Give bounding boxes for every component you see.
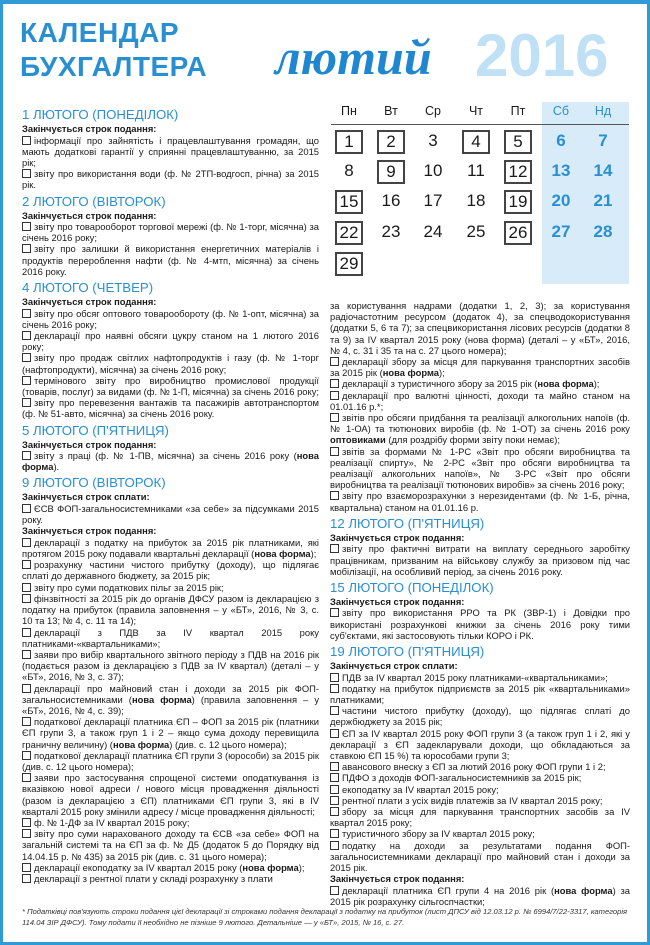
list-item: [22, 375, 319, 397]
checkbox[interactable]: [330, 706, 339, 715]
item-text: звіту про залишки й використання енергетичних матеріалів і продуктів перероблення нафти (ф. № 4-мтп, місячна) за січень 2016 року.: [22, 243, 319, 277]
date-heading: 12 ЛЮТОГО (П'ЯТНИЦЯ): [330, 515, 485, 531]
list-item: [330, 607, 630, 641]
item-text: звіту про обсяг оптового товарообороту (ф. № 1-опт, місячна) за січень 2016 року;: [22, 307, 319, 330]
item-text: податку на доходи за результатами подання ФОП-загальносистемниками декларації про майновий стан і доходи за 2015 рік.: [330, 839, 630, 874]
list-item: [22, 593, 319, 627]
date-heading: 1 ЛЮТОГО (ПОНЕДІЛОК): [22, 107, 179, 122]
right-column: [330, 300, 630, 907]
month-title: лютий: [275, 29, 432, 85]
new-form-label: нова форма: [242, 861, 299, 873]
list-item: [22, 397, 319, 419]
checkbox[interactable]: [22, 650, 31, 659]
item-text: звіту про використання води (ф. № 2ТП-водгосп, річна) за 2015 рік.: [22, 168, 319, 191]
list-item: [22, 750, 319, 772]
checkbox[interactable]: [330, 491, 339, 500]
frame-top: [0, 0, 650, 4]
calendar-day: 16: [381, 191, 401, 210]
deadline-subheading: Закінчується строк подання:: [22, 209, 157, 221]
checkbox[interactable]: [22, 628, 31, 637]
item-text: ПДФО з доходів ФОП-загальносистемників за 2015 рік;: [342, 772, 582, 784]
deadline-subheading: Закінчується строк подання:: [22, 123, 157, 134]
weekday-fri: Пт: [510, 104, 526, 118]
item-text: звіту з праці (ф. № 1-ПВ, місячна) за січень 2016 року (: [34, 450, 297, 462]
checkbox[interactable]: [330, 673, 339, 682]
weekday-wed: Ср: [425, 104, 441, 118]
weekday-sun: Нд: [594, 104, 612, 118]
checkbox[interactable]: [22, 309, 31, 318]
item-text: ) (правила заповнення – у «БТ», 2016, № 4, с. 39);: [22, 693, 320, 716]
list-item: [22, 862, 319, 873]
item-text: ЄП за IV квартал 2015 року ФОП групи 3 (а також груп 1 і 2, які у декларації з ЄП задекларували доходи, що обкладаються за ставкою ЄП 15 %) та юрособами групи 3;: [330, 727, 630, 761]
payment-subheading: Закінчується строк сплати:: [22, 491, 150, 503]
item-text: фінзвітності за 2015 рік до органів ДФСУ разом із декларацією з податку на прибуток (правила заповнення – у «БТ», 2016, № 3, с. 10 та 13; № 4, с. 11 та 14);: [22, 592, 319, 627]
list-item: [330, 795, 630, 806]
checkbox[interactable]: [22, 773, 31, 782]
title-line-1: КАЛЕНДАР: [20, 17, 180, 48]
date-heading: 19 ЛЮТОГО (П'ЯТНИЦЯ): [330, 644, 485, 660]
item-text: туристичного збору за IV квартал 2015 року;: [342, 828, 535, 840]
new-form-label: нова форма: [254, 548, 311, 560]
list-item: [22, 582, 319, 593]
item-text: звіту про фактичні витрати на виплату середнього заробітку працівникам, призваним на військову службу за призовом під час мобілізації, на особливий період, за січень 2016 року.: [330, 543, 630, 577]
item-text: декларації про валютні цінності, доходи та майно станом на 01.01.16 р.*;: [330, 389, 630, 412]
checkbox[interactable]: [22, 583, 31, 592]
item-text: інформації про зайнятість і працевлаштування громадян, що мають додаткові гарантії у сприянні працевлаштуванню, за 2015 рік;: [22, 134, 319, 168]
item-text: ЄСВ ФОП-загальносистемниками «за себе» за підсумками 2015 року.: [22, 502, 319, 526]
year-title: 2016: [475, 22, 609, 89]
deadline-subheading: Закінчується строк подання:: [330, 595, 465, 607]
item-text: звітів за формами № 1-РС «Звіт про обсяги виробництва та реалізації спирту», № 2-РС «Звіт про обсяги виробництва та реалізації алкогольних напоїв», № 3-РС «Звіт про обсяги виробництва та реалізації тютюнових виробів» за січень 2016 року;: [330, 445, 630, 491]
checkbox[interactable]: [22, 684, 31, 693]
item-text: декларації платника ЄП групи 4 на 2016 рік (: [342, 884, 555, 896]
weekday-sat: Сб: [552, 104, 570, 118]
calendar-day: 19: [504, 190, 532, 214]
list-item: [330, 728, 630, 762]
item-text: рентної плати з усіх видів платежів за IV квартал 2015 року;: [342, 794, 603, 806]
checkbox[interactable]: [22, 874, 31, 883]
list-item: [22, 135, 319, 169]
item-text: декларації про майновий стан і доходи за 2015 рік ФОП-загальносистемниками (: [22, 682, 319, 705]
calendar-day: 29: [335, 252, 363, 276]
item-text: );: [310, 548, 317, 560]
checkbox[interactable]: [330, 447, 339, 456]
item-text: заяви про застосування спрощеної системи оподаткування із вказівкою нової адреси / нового місця провадження діяльності (разом із декларацією з ЄП) платниками ЄП групи 3, які в IV кварталі 2015 року змінили адресу / місце провадження діяльності;: [22, 772, 319, 817]
new-form-label: нова форма: [554, 884, 613, 896]
checkbox[interactable]: [22, 451, 31, 460]
list-item: [330, 772, 630, 783]
calendar-day: 18: [466, 191, 486, 210]
checkbox[interactable]: [22, 353, 31, 362]
date-heading: 5 ЛЮТОГО (П'ЯТНИЦЯ): [22, 422, 169, 438]
calendar-day: 9: [377, 160, 405, 184]
item-text: заяви про вибір квартального звітного періоду з ПДВ на 2016 рік (подається разом із декларацією з ПДВ за IV квартал) (деталі – у «БТ», 2016, № 3, с. 37);: [22, 648, 319, 683]
list-item: [330, 378, 630, 389]
list-item: [22, 537, 319, 559]
calendar-divider: [331, 124, 629, 125]
checkbox[interactable]: [330, 829, 339, 838]
list-item: [330, 412, 630, 446]
item-text: );: [438, 367, 445, 379]
calendar-day: 10: [423, 161, 443, 180]
item-text: );: [298, 861, 305, 873]
calendar-day: 13: [551, 161, 571, 180]
deadline-subheading: Закінчується строк подання:: [330, 531, 465, 543]
calendar-day: 3: [428, 131, 438, 150]
checkbox[interactable]: [22, 829, 31, 838]
checkbox[interactable]: [22, 331, 31, 340]
calendar-day: 17: [423, 191, 443, 210]
list-item: [330, 705, 630, 727]
calendar-day: 26: [504, 221, 532, 245]
item-text: декларації з податку на прибуток за 2015 рік платниками, які протягом 2015 року подавали квартальні декларації (: [22, 536, 319, 560]
list-item: [330, 446, 630, 491]
checkbox[interactable]: [22, 222, 31, 231]
item-text: збору за місця для паркування транспортних засобів за IV квартал 2015 року;: [330, 806, 630, 829]
list-item: [330, 806, 630, 828]
footnote: * Податківці пов'язують строки подання цієї декларації зі строками подання декларації з податку на прибуток (лист ДПСУ від 12.03.12 р. № 6994/7/22-3317, категорія 114.04 ЗІР ДФСУ). Тому подати її необхідно не пізніше 9 лютого. Детальніше — у «БТ», 2015, № 16, с. 27.: [22, 907, 628, 927]
calendar-day: 1: [335, 130, 363, 154]
list-item: [22, 817, 319, 828]
calendar-day: 2: [377, 130, 405, 154]
new-form-label: нова форма: [382, 367, 439, 379]
item-text: звіту про суми податкових пільг за 2015 рік;: [34, 581, 224, 593]
item-text: ).: [53, 461, 60, 473]
item-text: ф. № 1-ДФ за IV квартал 2015 року;: [34, 816, 190, 828]
payment-subheading: Закінчується строк сплати:: [330, 660, 458, 672]
item-text: декларації з ПДВ за IV квартал 2015 року платниками-«квартальниками»;: [22, 626, 319, 649]
list-item: [22, 330, 319, 352]
calendar-day: 8: [344, 161, 354, 180]
list-item: [22, 352, 319, 374]
list-item: [22, 772, 319, 817]
item-text: ) (див. с. 12 цього номера);: [169, 738, 287, 750]
checkbox[interactable]: [22, 504, 31, 513]
item-text: звіту про суми нарахованого доходу та ЄСВ «за себе» ФОП на загальній системі та на ЄП за ф. № Д5 (додаток 5 до Порядку від 14.04.15 р. № 435) за 2015 рік (див. с. 31 цього номера);: [22, 828, 319, 862]
list-item: [330, 490, 630, 512]
checkbox[interactable]: [22, 560, 31, 569]
item-text: звіту про товарооборот торгової мережі (ф. № 1-торг, місячна) за січень 2016 року;: [22, 221, 319, 244]
checkbox[interactable]: [330, 391, 339, 400]
item-text: декларації про наявні обсяги цукру станом на 1 лютого 2016 року;: [22, 329, 319, 353]
calendar-day: 5: [504, 130, 532, 154]
checkbox[interactable]: [22, 717, 31, 726]
checkbox[interactable]: [22, 538, 31, 547]
checkbox[interactable]: [330, 544, 339, 553]
calendar-day: 21: [593, 191, 613, 210]
checkbox[interactable]: [330, 886, 339, 895]
checkbox[interactable]: [330, 608, 339, 617]
checkbox[interactable]: [330, 357, 339, 366]
list-item: [330, 828, 630, 839]
new-form-label: нова форма: [112, 738, 170, 750]
list-item: [330, 885, 630, 907]
checkbox[interactable]: [22, 818, 31, 827]
item-text: ) за 2015 рік розрахунку сільгоспчастки;: [330, 884, 630, 907]
item-text: частини чистого прибутку (доходу), що підлягає сплаті до держбюджету за 2015 рік;: [330, 705, 630, 728]
left-column: [22, 104, 319, 884]
list-item: [330, 672, 630, 683]
item-text: декларації з рентної плати у складі розрахунку з плати: [34, 872, 273, 884]
item-text: звітів про обсяги придбання та реалізації алкогольних напоїв (ф. № 1-ОА) та тютюнових виробів (ф. № 1-ОТ) за січень 2016 року: [330, 412, 630, 435]
item-text: розрахунку частини чистого прибутку (доходу), що підлягає сплаті до державного бюджету, за 2015 рік;: [22, 559, 319, 582]
checkbox[interactable]: [330, 841, 339, 850]
weekday-tue: Вт: [384, 104, 398, 118]
checkbox[interactable]: [330, 807, 339, 816]
checkbox[interactable]: [22, 751, 31, 760]
item-text: екоподатку за IV квартал 2015 року;: [342, 783, 499, 795]
checkbox[interactable]: [330, 684, 339, 693]
weekday-mon: Пн: [341, 104, 357, 118]
list-item: [22, 450, 319, 472]
item-text: термінового звіту про виробництво промислової продукції (товарів, послуг) за видами (ф. № 1-П, місячна) за січень 2016 року;: [22, 374, 320, 397]
list-item: [22, 683, 319, 717]
deadline-subheading: Закінчується строк подання:: [330, 873, 465, 885]
list-item: [330, 784, 630, 795]
frame-left: [0, 0, 3, 945]
new-form-label: нова форма: [131, 693, 192, 705]
item-text: авансового внеску з ЄП за лютий 2016 року ФОП групи 1 і 2;: [342, 761, 606, 773]
date-heading: 9 ЛЮТОГО (ВІВТОРОК): [22, 475, 166, 491]
list-item: [22, 243, 319, 277]
checkbox[interactable]: [330, 729, 339, 738]
list-item: [22, 168, 319, 190]
checkbox[interactable]: [330, 796, 339, 805]
item-text: податкової декларації платника ЄП групи 3 (юрособи) за 2015 рік (див. с. 12 цього номера);: [22, 749, 319, 772]
list-item: [22, 873, 319, 884]
checkbox[interactable]: [330, 379, 339, 388]
calendar-day: 28: [593, 222, 613, 241]
new-form-label: нова форма: [22, 450, 319, 473]
date-heading: 4 ЛЮТОГО (ЧЕТВЕР): [22, 280, 154, 296]
item-text: податкової декларації платника ЄП – ФОП за 2015 рік (платники ЄП групи 3, а також груп 1 і 2 – якщо сума доходу перевищила граничну величину) (: [22, 716, 319, 750]
item-text: ПДВ за IV квартал 2015 року платниками-«квартальниками»;: [342, 671, 608, 683]
calendar-day: 14: [593, 161, 613, 180]
item-text: );: [593, 378, 600, 390]
item-text: декларації екоподатку за IV квартал 2015 року (: [34, 861, 243, 873]
deadline-subheading: Закінчується строк подання:: [22, 525, 157, 537]
calendar-day: 11: [467, 161, 485, 180]
calendar-day: 20: [551, 191, 571, 210]
month-calendar: [331, 102, 629, 284]
item-text: декларації збору за місця для паркування транспортних засобів за 2015 рік (: [330, 356, 630, 379]
list-item: [330, 390, 630, 412]
new-form-label: нова форма: [537, 378, 594, 390]
list-item: [22, 627, 319, 649]
list-item: [22, 716, 319, 750]
calendar-day: 6: [556, 131, 566, 150]
list-item: [22, 503, 319, 525]
deadline-subheading: Закінчується строк подання:: [22, 296, 157, 308]
checkbox[interactable]: [22, 376, 31, 385]
item-text: (для роздрібу форми звіту поки немає);: [385, 434, 560, 446]
weekday-thu: Чт: [468, 104, 484, 118]
checkbox[interactable]: [22, 863, 31, 872]
item-text: звіту про продаж світлих нафтопродуктів і газу (ф. № 1-торг (нафтопродукти), місячна) за січень 2016 року;: [22, 352, 319, 375]
title-line-2: БУХГАЛТЕРА: [20, 51, 208, 82]
checkbox[interactable]: [330, 785, 339, 794]
list-item: [330, 761, 630, 772]
list-item: [330, 356, 630, 378]
checkbox[interactable]: [330, 762, 339, 771]
list-item: [22, 559, 319, 581]
calendar-day: 23: [381, 222, 401, 241]
list-item: [22, 649, 319, 683]
checkbox[interactable]: [22, 169, 31, 178]
checkbox[interactable]: [330, 413, 339, 422]
item-text: звіту про перевезення вантажів та пасажирів автотранспортом (ф. № 51-авто, місячна) за січень 2016 року.: [22, 397, 319, 420]
list-item: [22, 828, 319, 862]
header: [20, 18, 640, 98]
calendar-day: 24: [423, 222, 443, 241]
calendar-day: 27: [551, 222, 571, 241]
list-item: [22, 308, 319, 330]
deadline-subheading: Закінчується строк подання:: [22, 438, 157, 450]
calendar-day: 25: [466, 222, 486, 241]
checkbox[interactable]: [22, 398, 31, 407]
item-text: декларації з туристичного збору за 2015 рік (: [342, 378, 538, 390]
calendar-day: 22: [335, 221, 363, 245]
checkbox[interactable]: [330, 773, 339, 782]
item-text: звіту про взаєморозрахунки з нерезидентами (ф. № 1-Б, річна, квартальна) станом на 01.01.16 р.: [330, 490, 630, 513]
calendar-day: 7: [598, 131, 608, 150]
continued-text: за користування надрами (додатки 1, 2, 3); за користування радіочастотним ресурсом (додаток 4), за спецводокористування (додатки 5, 6 та 7); за спецвикористання лісових ресурсів (додатки 8 та 9) за IV квартал 2015 року (нова форма) (деталі – у «БТ», 2016, № 4, с. 31 і 35 та на с. 27 цього номера);: [330, 300, 630, 356]
list-item: [330, 683, 630, 705]
checkbox[interactable]: [22, 136, 31, 145]
calendar-day: 12: [504, 160, 532, 184]
calendar-day: 4: [462, 130, 490, 154]
date-heading: 2 ЛЮТОГО (ВІВТОРОК): [22, 193, 166, 209]
checkbox[interactable]: [22, 244, 31, 253]
list-item: [330, 840, 630, 874]
calendar-day: 15: [335, 190, 363, 214]
wholesalers-label: оптовиками: [330, 434, 386, 446]
item-text: звіту про використання РРО та РК (ЗВР-1) і Довідки про використані розрахункові книжки за січень 2016 року тими суб'єктами, які застосовують тільки КОРО і РК.: [330, 607, 630, 641]
item-text: податку на прибуток підприємств за 2015 рік «квартальниками» платниками;: [330, 682, 630, 705]
list-item: [22, 221, 319, 243]
checkbox[interactable]: [22, 594, 31, 603]
list-item: [330, 543, 630, 577]
date-heading: 15 ЛЮТОГО (ПОНЕДІЛОК): [330, 579, 494, 595]
